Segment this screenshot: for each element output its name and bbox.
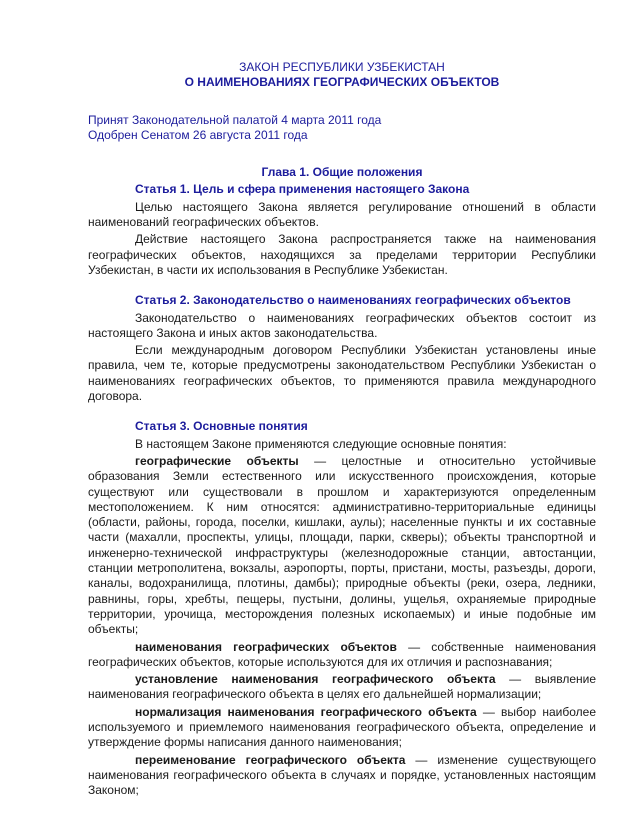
article-1-paragraph: Целью настоящего Закона является регулирование отношений в области наименований географических объектов.: [88, 199, 596, 230]
definition-term: наименования географических объектов: [135, 639, 397, 654]
article-1-heading: Статья 1. Цель и сфера применения настоящего Закона: [135, 182, 470, 197]
document-page: [88, 60, 596, 798]
law-subtitle: О НАИМЕНОВАНИЯХ ГЕОГРАФИЧЕСКИХ ОБЪЕКТОВ: [184, 75, 500, 90]
definition-term: переименование географического объекта: [135, 752, 406, 767]
definition-item: [88, 705, 596, 751]
definition-text: — собственные наименования географических объектов, которые используются для их отличия и распознавания;: [88, 639, 596, 669]
definition-item: [88, 753, 596, 799]
definition-term: географические объекты: [135, 453, 299, 468]
adopted-date: Принят Законодательной палатой 4 марта 2011 года: [88, 112, 382, 127]
definition-text: — изменение существующего наименования географического объекта в случаях и порядке, установленных настоящим Законом;: [88, 752, 596, 798]
definition-item: [88, 672, 596, 703]
chapter-heading: Глава 1. Общие положения: [261, 165, 423, 180]
definition-text: — целостные и относительно устойчивые образования Земли естественного или искусственного происхождения, которые существуют или существовали в прошлом и характеризуются определенным местоположением. К ним относятся: административно-территориальные единицы (области, районы, города, поселки, кишлаки, аулы); населенные пункты и их составные части (махалли, проспекты, улицы, площади, парки, скверы); объекты транспортной и инженерно-технической инфраструктуры (железнодорожные станции, автостанции, станции метрополитена, вокзалы, аэропорты, порты, пристани, мосты, разъезды, дороги, каналы, водохранилища, плотины, дамбы); природные объекты (реки, озера, ледники, равнины, горы, хребты, пещеры, пустыни, долины, ущелья, охраняемые природные территории, урочища, месторождения полезных ископаемых) и иные подобные им объекты;: [88, 453, 596, 637]
law-title: ЗАКОН РЕСПУБЛИКИ УЗБЕКИСТАН: [239, 60, 445, 74]
definition-text: — выявление наименования географического объекта в целях его дальнейшей нормализации;: [88, 672, 597, 702]
article-3-intro: В настоящем Законе применяются следующие основные понятия:: [135, 436, 507, 451]
definition-item: [88, 454, 596, 638]
article-2-heading: Статья 2. Законодательство о наименованиях географических объектов: [135, 293, 571, 308]
article-1-paragraph: Действие настоящего Закона распространяется также на наименования географических объектов, находящихся за пределами территории Республики Узбекистан, в части их использования в Республике Узбекистан.: [88, 232, 596, 277]
definition-text: — выбор наиболее используемого и приемлемого наименования географического объекта, определение и утверждение формы написания данного наименования;: [88, 704, 597, 750]
definition-term: нормализация наименования географического объекта: [135, 704, 477, 719]
definition-item: [88, 640, 596, 671]
article-3-heading: Статья 3. Основные понятия: [135, 419, 308, 434]
article-2-paragraph: Законодательство о наименованиях географических объектов состоит из настоящего Закона и иных актов законодательства.: [88, 310, 596, 340]
definition-term: установление наименования географического объекта: [135, 672, 496, 687]
article-2-paragraph: Если международным договором Республики Узбекистан установлены иные правила, чем те, которые предусмотрены законодательством Республики Узбекистан о наименованиях географических объектов, то применяются правила международного договора.: [88, 343, 596, 404]
approved-date: Одобрен Сенатом 26 августа 2011 года: [88, 127, 308, 142]
